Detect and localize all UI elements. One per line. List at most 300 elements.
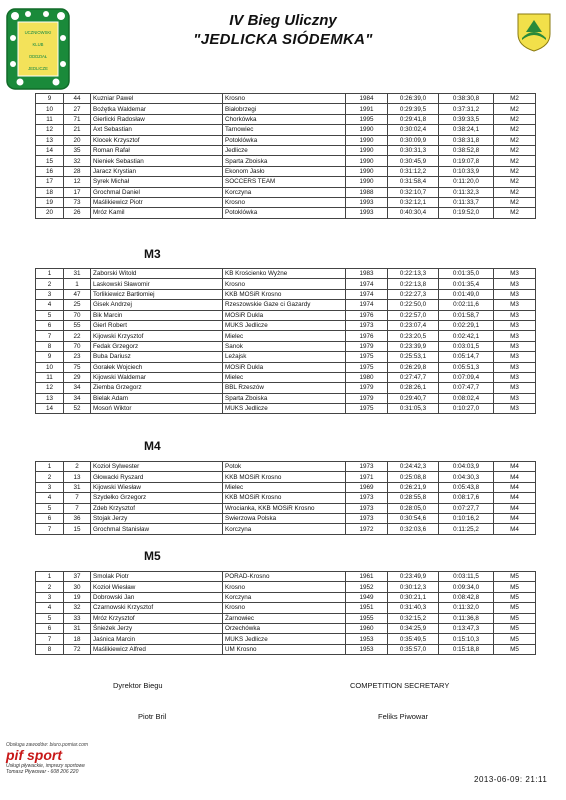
- year-cell: 1990: [346, 177, 388, 187]
- time-cell: 0:30:21,1: [388, 592, 439, 602]
- year-cell: 1980: [346, 372, 388, 382]
- category-cell: M2: [494, 104, 536, 114]
- name-cell: Dobrowski Jan: [91, 592, 223, 602]
- category-cell: M2: [494, 114, 536, 124]
- year-cell: 1961: [346, 572, 388, 582]
- gap-cell: 0:11:25,2: [439, 524, 494, 534]
- club-cell: Chorkówka: [223, 114, 346, 124]
- category-cell: M5: [494, 613, 536, 623]
- time-cell: 0:30:12,3: [388, 582, 439, 592]
- place-cell: 3: [36, 482, 64, 492]
- table-row: [36, 341, 536, 351]
- bib-cell: 15: [64, 524, 91, 534]
- year-cell: 1969: [346, 482, 388, 492]
- time-cell: 0:29:41,8: [388, 114, 439, 124]
- bib-cell: 37: [64, 572, 91, 582]
- year-cell: 1973: [346, 320, 388, 330]
- place-cell: 17: [36, 177, 64, 187]
- name-cell: Torlikiewicz Bartłomiej: [91, 289, 223, 299]
- gap-cell: 0:19:52,0: [439, 208, 494, 218]
- category-cell: M4: [494, 493, 536, 503]
- time-cell: 0:35:57,0: [388, 644, 439, 654]
- name-cell: Gierl Robert: [91, 320, 223, 330]
- table-row: [36, 197, 536, 207]
- name-cell: Kozioł Sylwester: [91, 462, 223, 472]
- place-cell: 5: [36, 503, 64, 513]
- name-cell: Fedak Grzegorz: [91, 341, 223, 351]
- bib-cell: 31: [64, 623, 91, 633]
- year-cell: 1979: [346, 383, 388, 393]
- year-cell: 1974: [346, 289, 388, 299]
- bib-cell: 47: [64, 289, 91, 299]
- place-cell: 3: [36, 289, 64, 299]
- year-cell: 1988: [346, 187, 388, 197]
- bib-cell: 52: [64, 404, 91, 414]
- time-cell: 0:22:50,0: [388, 300, 439, 310]
- place-cell: 1: [36, 572, 64, 582]
- time-cell: 0:28:05,0: [388, 503, 439, 513]
- gap-cell: 0:11:32,3: [439, 187, 494, 197]
- place-cell: 7: [36, 331, 64, 341]
- year-cell: 1991: [346, 104, 388, 114]
- name-cell: Bożętka Waldemar: [91, 104, 223, 114]
- category-cell: M5: [494, 634, 536, 644]
- club-cell: KKB MOSiR Krosno: [223, 493, 346, 503]
- bib-cell: 44: [64, 94, 91, 104]
- time-cell: 0:30:02,4: [388, 125, 439, 135]
- category-cell: M3: [494, 279, 536, 289]
- place-cell: 10: [36, 104, 64, 114]
- time-cell: 0:32:12,1: [388, 197, 439, 207]
- page-subtitle: "JEDLICKA SIÓDEMKA": [193, 31, 373, 48]
- table-row: [36, 125, 536, 135]
- sponsor-top-line: Obsługa zawodów: biuro.pomiar.com: [6, 742, 89, 748]
- logo-line-1: UCZNIOWSKI: [24, 30, 52, 35]
- name-cell: Grochmal Daniel: [91, 187, 223, 197]
- sponsor-brand: pif sport: [6, 747, 62, 763]
- place-cell: 4: [36, 493, 64, 503]
- year-cell: 1983: [346, 269, 388, 279]
- gap-cell: 0:15:10,3: [439, 634, 494, 644]
- table-row: [36, 331, 536, 341]
- bib-cell: 7: [64, 493, 91, 503]
- table-row: [36, 177, 536, 187]
- table-row: [36, 114, 536, 124]
- gap-cell: 0:04:30,3: [439, 472, 494, 482]
- category-cell: M2: [494, 166, 536, 176]
- sponsor-block: [6, 742, 116, 775]
- category-cell: M3: [494, 372, 536, 382]
- gap-cell: 0:01:58,7: [439, 310, 494, 320]
- place-cell: 2: [36, 582, 64, 592]
- club-cell: Potoklówka: [223, 208, 346, 218]
- table-row: [36, 166, 536, 176]
- bib-cell: 31: [64, 482, 91, 492]
- logo-line-2: KLUB: [32, 42, 44, 47]
- name-cell: Mosoń Wiktor: [91, 404, 223, 414]
- name-cell: Ziemba Grzegorz: [91, 383, 223, 393]
- director-name: Piotr Bril: [138, 712, 167, 721]
- bib-cell: 27: [64, 104, 91, 114]
- time-cell: 0:31:40,3: [388, 603, 439, 613]
- gap-cell: 0:08:17,6: [439, 493, 494, 503]
- club-cell: Krosno: [223, 94, 346, 104]
- table-row: [36, 156, 536, 166]
- year-cell: 1984: [346, 94, 388, 104]
- time-cell: 0:22:13,8: [388, 279, 439, 289]
- category-cell: M3: [494, 289, 536, 299]
- table-row: [36, 269, 536, 279]
- name-cell: Roman Rafał: [91, 145, 223, 155]
- year-cell: 1990: [346, 125, 388, 135]
- table-row: [36, 187, 536, 197]
- time-cell: 0:26:21,9: [388, 482, 439, 492]
- time-cell: 0:24:42,3: [388, 462, 439, 472]
- time-cell: 0:30:54,6: [388, 513, 439, 523]
- gap-cell: 0:38:24,1: [439, 125, 494, 135]
- club-cell: KKB MOSiR Krosno: [223, 472, 346, 482]
- bib-cell: 17: [64, 187, 91, 197]
- club-cell: BBL Rzeszów: [223, 383, 346, 393]
- gap-cell: 0:38:30,8: [439, 94, 494, 104]
- club-cell: Wrocianka, KKB MOSiR Krosno: [223, 503, 346, 513]
- place-cell: 11: [36, 372, 64, 382]
- place-cell: 15: [36, 156, 64, 166]
- bib-cell: 28: [64, 166, 91, 176]
- print-timestamp: 2013-06-09: 21:11: [474, 775, 548, 784]
- year-cell: 1973: [346, 513, 388, 523]
- place-cell: 18: [36, 187, 64, 197]
- place-cell: 7: [36, 524, 64, 534]
- club-cell: UM Krosno: [223, 644, 346, 654]
- category-heading: M4: [144, 439, 161, 453]
- bib-cell: 22: [64, 331, 91, 341]
- results-table-m3: [35, 268, 536, 414]
- year-cell: 1979: [346, 393, 388, 403]
- year-cell: 1973: [346, 503, 388, 513]
- year-cell: 1975: [346, 352, 388, 362]
- time-cell: 0:25:53,1: [388, 352, 439, 362]
- club-cell: Sparta Zboiska: [223, 156, 346, 166]
- place-cell: 12: [36, 383, 64, 393]
- table-row: [36, 582, 536, 592]
- bib-cell: 21: [64, 125, 91, 135]
- gap-cell: 0:04:03,9: [439, 462, 494, 472]
- bib-cell: 20: [64, 135, 91, 145]
- year-cell: 1990: [346, 135, 388, 145]
- place-cell: 8: [36, 341, 64, 351]
- table-row: [36, 644, 536, 654]
- club-cell: Ekonom Jasło: [223, 166, 346, 176]
- gap-cell: 0:13:47,3: [439, 623, 494, 633]
- time-cell: 0:31:12,2: [388, 166, 439, 176]
- club-cell: KKB MOSiR Krosno: [223, 289, 346, 299]
- club-cell: Mielec: [223, 331, 346, 341]
- bib-cell: 13: [64, 472, 91, 482]
- table-row: [36, 592, 536, 602]
- year-cell: 1953: [346, 634, 388, 644]
- year-cell: 1951: [346, 603, 388, 613]
- category-cell: M3: [494, 404, 536, 414]
- bib-cell: 29: [64, 372, 91, 382]
- logo-line-4: JEDLICZE: [28, 66, 48, 71]
- gap-cell: 0:07:09,4: [439, 372, 494, 382]
- club-cell: Tarnowiec: [223, 125, 346, 135]
- sponsor-line-2: Usługi pływackie, imprezy sportowe: [6, 763, 85, 769]
- club-cell: Białobrzegi: [223, 104, 346, 114]
- table-row: [36, 352, 536, 362]
- secretary-name: Feliks Piwowar: [378, 712, 429, 721]
- place-cell: 5: [36, 310, 64, 320]
- time-cell: 0:27:47,7: [388, 372, 439, 382]
- name-cell: Głowacki Ryszard: [91, 472, 223, 482]
- category-cell: M3: [494, 383, 536, 393]
- gap-cell: 0:03:01,5: [439, 341, 494, 351]
- place-cell: 9: [36, 352, 64, 362]
- table-row: [36, 404, 536, 414]
- place-cell: 4: [36, 603, 64, 613]
- name-cell: Kijowski Waldemar: [91, 372, 223, 382]
- time-cell: 0:30:31,3: [388, 145, 439, 155]
- year-cell: 1949: [346, 592, 388, 602]
- year-cell: 1975: [346, 362, 388, 372]
- page-title: IV Bieg Uliczny: [229, 12, 337, 29]
- bib-cell: 7: [64, 503, 91, 513]
- name-cell: Gierlicki Radosław: [91, 114, 223, 124]
- club-cell: Leżajsk: [223, 352, 346, 362]
- place-cell: 1: [36, 462, 64, 472]
- name-cell: Kijowski Wiesław: [91, 482, 223, 492]
- bib-cell: 19: [64, 592, 91, 602]
- category-cell: M4: [494, 503, 536, 513]
- bib-cell: 18: [64, 634, 91, 644]
- name-cell: Stojak Jerzy: [91, 513, 223, 523]
- year-cell: 1973: [346, 493, 388, 503]
- category-cell: M2: [494, 125, 536, 135]
- gap-cell: 0:02:11,6: [439, 300, 494, 310]
- category-cell: M3: [494, 310, 536, 320]
- gap-cell: 0:38:31,8: [439, 135, 494, 145]
- bib-cell: 75: [64, 362, 91, 372]
- category-cell: M2: [494, 187, 536, 197]
- club-cell: Krosno: [223, 197, 346, 207]
- time-cell: 0:32:10,7: [388, 187, 439, 197]
- gap-cell: 0:11:33,7: [439, 197, 494, 207]
- bib-cell: 73: [64, 197, 91, 207]
- table-row: [36, 513, 536, 523]
- name-cell: Klocek Krzysztof: [91, 135, 223, 145]
- year-cell: 1976: [346, 331, 388, 341]
- bib-cell: 23: [64, 352, 91, 362]
- time-cell: 0:22:57,0: [388, 310, 439, 320]
- category-cell: M5: [494, 572, 536, 582]
- year-cell: 1953: [346, 644, 388, 654]
- club-cell: SOCCERS TEAM: [223, 177, 346, 187]
- bib-cell: 72: [64, 644, 91, 654]
- club-cell: Krosno: [223, 582, 346, 592]
- bib-cell: 30: [64, 582, 91, 592]
- table-row: [36, 104, 536, 114]
- gap-cell: 0:02:42,1: [439, 331, 494, 341]
- place-cell: 2: [36, 472, 64, 482]
- table-row: [36, 613, 536, 623]
- name-cell: Bielak Adam: [91, 393, 223, 403]
- place-cell: 10: [36, 362, 64, 372]
- time-cell: 0:28:26,1: [388, 383, 439, 393]
- name-cell: Maślikiewicz Piotr: [91, 197, 223, 207]
- name-cell: Kozioł Wiesław: [91, 582, 223, 592]
- bib-cell: 70: [64, 310, 91, 320]
- table-row: [36, 623, 536, 633]
- time-cell: 0:30:45,9: [388, 156, 439, 166]
- gap-cell: 0:11:32,0: [439, 603, 494, 613]
- club-cell: Korczyna: [223, 187, 346, 197]
- name-cell: Maślikiewicz Alfred: [91, 644, 223, 654]
- place-cell: 2: [36, 279, 64, 289]
- gap-cell: 0:11:36,8: [439, 613, 494, 623]
- name-cell: Smolak Piotr: [91, 572, 223, 582]
- secretary-label: COMPETITION SECRETARY: [350, 681, 450, 690]
- bib-cell: 70: [64, 341, 91, 351]
- gap-cell: 0:37:31,2: [439, 104, 494, 114]
- club-cell: MUKS Jedlicze: [223, 404, 346, 414]
- club-cell: Orzechówka: [223, 623, 346, 633]
- gap-cell: 0:05:14,7: [439, 352, 494, 362]
- category-cell: M3: [494, 331, 536, 341]
- name-cell: Gorałek Wojciech: [91, 362, 223, 372]
- time-cell: 0:23:07,4: [388, 320, 439, 330]
- year-cell: 1975: [346, 404, 388, 414]
- time-cell: 0:31:05,3: [388, 404, 439, 414]
- place-cell: 20: [36, 208, 64, 218]
- category-cell: M2: [494, 145, 536, 155]
- place-cell: 19: [36, 197, 64, 207]
- name-cell: Bik Marcin: [91, 310, 223, 320]
- year-cell: 1990: [346, 145, 388, 155]
- year-cell: 1974: [346, 279, 388, 289]
- time-cell: 0:32:15,2: [388, 613, 439, 623]
- table-row: [36, 94, 536, 104]
- place-cell: 4: [36, 300, 64, 310]
- club-cell: MOSiR Dukla: [223, 362, 346, 372]
- category-heading: M3: [144, 247, 161, 261]
- time-cell: 0:23:49,9: [388, 572, 439, 582]
- place-cell: 16: [36, 166, 64, 176]
- category-cell: M4: [494, 472, 536, 482]
- bib-cell: 32: [64, 603, 91, 613]
- category-cell: M5: [494, 644, 536, 654]
- table-row: [36, 362, 536, 372]
- table-row: [36, 634, 536, 644]
- results-table-m5: [35, 571, 536, 655]
- gap-cell: 0:08:42,8: [439, 592, 494, 602]
- bib-cell: 31: [64, 269, 91, 279]
- gap-cell: 0:15:18,8: [439, 644, 494, 654]
- place-cell: 11: [36, 114, 64, 124]
- gap-cell: 0:01:35,0: [439, 269, 494, 279]
- time-cell: 0:29:39,5: [388, 104, 439, 114]
- table-row: [36, 472, 536, 482]
- bib-cell: 71: [64, 114, 91, 124]
- place-cell: 6: [36, 320, 64, 330]
- place-cell: 13: [36, 135, 64, 145]
- bib-cell: 36: [64, 513, 91, 523]
- time-cell: 0:22:13,3: [388, 269, 439, 279]
- time-cell: 0:32:03,6: [388, 524, 439, 534]
- table-row: [36, 135, 536, 145]
- table-row: [36, 289, 536, 299]
- name-cell: Kuzniar Pawel: [91, 94, 223, 104]
- gap-cell: 0:08:02,4: [439, 393, 494, 403]
- club-cell: MOSiR Dukla: [223, 310, 346, 320]
- name-cell: Zdeb Krzysztof: [91, 503, 223, 513]
- name-cell: Jaśnica Marcin: [91, 634, 223, 644]
- category-cell: M2: [494, 177, 536, 187]
- gap-cell: 0:01:49,0: [439, 289, 494, 299]
- table-row: [36, 310, 536, 320]
- time-cell: 0:25:08,8: [388, 472, 439, 482]
- year-cell: 1979: [346, 341, 388, 351]
- place-cell: 13: [36, 393, 64, 403]
- place-cell: 1: [36, 269, 64, 279]
- category-cell: M5: [494, 592, 536, 602]
- year-cell: 1973: [346, 462, 388, 472]
- time-cell: 0:28:55,8: [388, 493, 439, 503]
- club-cell: MUKS Jedlicze: [223, 634, 346, 644]
- table-row: [36, 393, 536, 403]
- club-cell: Sanok: [223, 341, 346, 351]
- time-cell: 0:40:30,4: [388, 208, 439, 218]
- club-cell: MUKS Jedlicze: [223, 320, 346, 330]
- table-row: [36, 383, 536, 393]
- name-cell: Grochmal Stanisław: [91, 524, 223, 534]
- table-row: [36, 482, 536, 492]
- place-cell: 14: [36, 145, 64, 155]
- name-cell: Mróz Kamil: [91, 208, 223, 218]
- category-cell: M3: [494, 269, 536, 279]
- table-row: [36, 572, 536, 582]
- category-cell: M5: [494, 603, 536, 613]
- time-cell: 0:31:58,4: [388, 177, 439, 187]
- gap-cell: 0:19:07,8: [439, 156, 494, 166]
- club-cell: Mielec: [223, 372, 346, 382]
- bib-cell: 34: [64, 383, 91, 393]
- category-cell: M3: [494, 320, 536, 330]
- gap-cell: 0:09:34,0: [439, 582, 494, 592]
- time-cell: 0:30:09,9: [388, 135, 439, 145]
- time-cell: 0:23:39,9: [388, 341, 439, 351]
- name-cell: Zaborski Witold: [91, 269, 223, 279]
- category-cell: M3: [494, 393, 536, 403]
- place-cell: 6: [36, 623, 64, 633]
- bib-cell: 55: [64, 320, 91, 330]
- gap-cell: 0:11:20,0: [439, 177, 494, 187]
- table-row: [36, 372, 536, 382]
- gap-cell: 0:10:16,2: [439, 513, 494, 523]
- bib-cell: 34: [64, 393, 91, 403]
- time-cell: 0:34:25,9: [388, 623, 439, 633]
- category-cell: M4: [494, 462, 536, 472]
- gap-cell: 0:03:11,5: [439, 572, 494, 582]
- table-row: [36, 279, 536, 289]
- place-cell: 7: [36, 634, 64, 644]
- place-cell: 9: [36, 94, 64, 104]
- gap-cell: 0:38:52,8: [439, 145, 494, 155]
- category-cell: M4: [494, 482, 536, 492]
- club-cell: Jedlicze: [223, 145, 346, 155]
- table-row: [36, 524, 536, 534]
- category-cell: M4: [494, 524, 536, 534]
